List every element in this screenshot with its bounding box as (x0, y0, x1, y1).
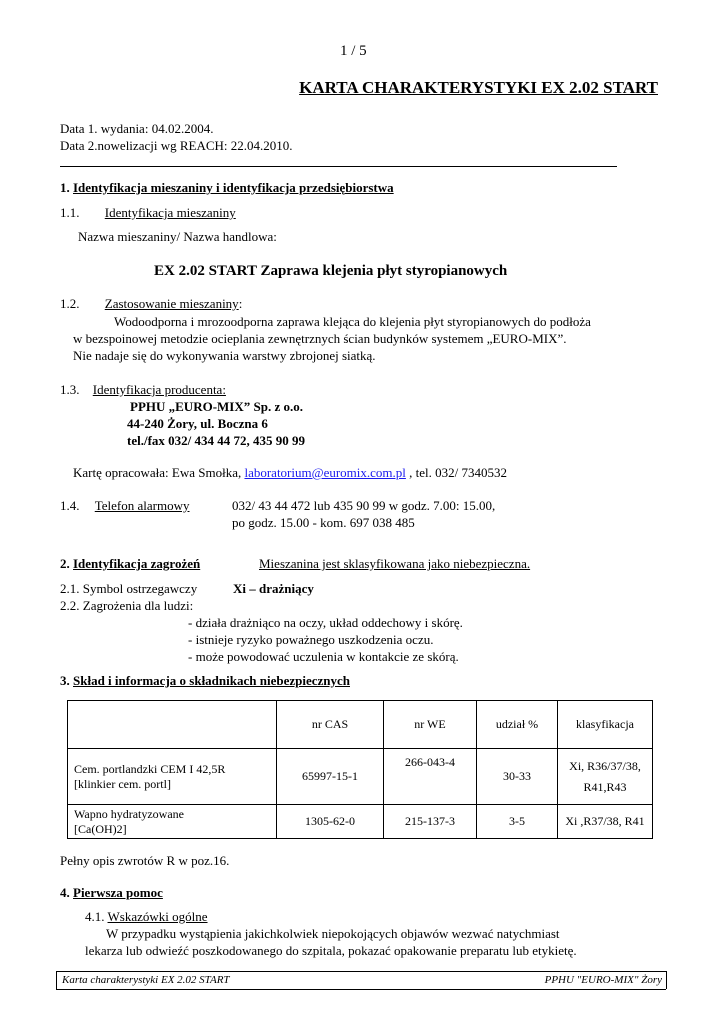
composition-table (67, 700, 653, 839)
subsection-label: Telefon alarmowy (94, 498, 190, 513)
table-row (68, 805, 653, 839)
hazard-line-1: - działa drażniąco na oczy, układ oddechowy i skórę. (188, 615, 463, 630)
producer-phone: tel./fax 032/ 434 44 72, 435 90 99 (127, 433, 306, 448)
cas-number: 1305-62-0 (277, 805, 384, 839)
page-number (340, 42, 367, 60)
hazard-line-2: - istnieje ryzyko poważnego uszkodzenia oczu. (188, 632, 434, 647)
section-title: Identyfikacja zagrożeń (73, 556, 201, 571)
emergency-line-2: po godz. 15.00 - kom. 697 038 485 (232, 515, 415, 530)
section-4-heading (60, 885, 163, 901)
first-aid-line-2: lekarza lub odwieźć poszkodowanego do szpitala, pokazać opakowanie preparatu lub etykietę. (85, 943, 577, 958)
prepared-by-label: Kartę opracowała: Ewa Smołka, (73, 465, 245, 480)
usage-line-1: Wodoodporna i mrozoodporna zaprawa klejąca do klejenia płyt styropianowych do podłoża (114, 314, 591, 329)
human-hazards-label: 2.2. Zagrożenia dla ludzi: (60, 598, 194, 613)
table-header-row (68, 701, 653, 749)
subsection-number: 4.1. (85, 909, 105, 924)
section-title: Pierwsza pomoc (73, 885, 163, 900)
section-3-heading (60, 673, 350, 689)
column-header: nr CAS (277, 701, 384, 749)
footer-left-text: Karta charakterystyki EX 2.02 START (62, 974, 230, 986)
component-name-line: [Ca(OH)2] (74, 821, 127, 836)
subsection-label: Identyfikacja mieszaniny (104, 205, 236, 220)
producer-address: 44-240 Żory, ul. Boczna 6 (127, 416, 268, 431)
first-aid-line-1: W przypadku wystąpienia jakichkolwiek niepokojących objawów wezwać natychmiast (106, 926, 560, 941)
page-total: / 5 (351, 43, 367, 59)
subsection-1-3 (60, 382, 226, 398)
subsection-4-1 (85, 909, 208, 925)
subsection-label: Wskazówki ogólne (107, 909, 208, 924)
subsection-1-1 (60, 205, 236, 221)
header-divider (60, 166, 617, 167)
component-name (68, 805, 277, 839)
column-header (68, 701, 277, 749)
product-name: EX 2.02 START Zaprawa klejenia płyt styropianowych (154, 263, 508, 279)
section-number: 2. (60, 556, 70, 571)
table-row (68, 749, 653, 805)
subsection-number: 1.1. (60, 205, 80, 220)
trade-name-label: Nazwa mieszaniny/ Nazwa handlowa: (78, 229, 277, 244)
cas-number: 65997-15-1 (277, 749, 384, 805)
share-percent: 3-5 (477, 805, 558, 839)
prepared-by-phone: , tel. 032/ 7340532 (405, 465, 508, 480)
we-number: 266-043-4 (384, 749, 477, 805)
document-title: KARTA CHARAKTERYSTYKI EX 2.02 START (299, 78, 658, 97)
classification-line: Xi, R36/37/38, (569, 758, 641, 773)
usage-line-3: Nie nadaje się do wykonywania warstwy zbrojonej siatką. (73, 348, 376, 363)
classification (558, 749, 653, 805)
column-header: klasyfikacja (558, 701, 653, 749)
hazard-line-3: - może powodować uczulenia w kontakcie ze skórą. (188, 649, 459, 664)
subsection-colon: : (238, 296, 243, 311)
producer-name: PPHU „EURO-MIX” Sp. z o.o. (130, 399, 303, 414)
footer-left-border (56, 971, 57, 989)
subsection-label: Zastosowanie mieszaniny (104, 296, 239, 311)
column-header: nr WE (384, 701, 477, 749)
subsection-1-4 (60, 498, 190, 514)
component-name-line: Cem. portlandzki CEM I 42,5R (74, 761, 226, 776)
share-percent: 30-33 (477, 749, 558, 805)
emergency-line-1: 032/ 43 44 472 lub 435 90 99 w godz. 7.00: 15.00, (232, 498, 496, 513)
component-name-line: Wapno hydratyzowane (74, 806, 184, 821)
reach-update-date: Data 2.nowelizacji wg REACH: 22.04.2010. (60, 138, 293, 153)
subsection-label: Identyfikacja producenta: (92, 382, 226, 397)
section-title: Identyfikacja mieszaniny i identyfikacja przedsiębiorstwa (73, 180, 394, 195)
footer-right-text: PPHU "EURO-MIX" Żory (544, 974, 662, 986)
section-number: 3. (60, 673, 70, 688)
usage-line-2: w bezspoinowej metodzie ocieplania zewnętrznych ścian budynków systemem „EURO-MIX”. (73, 331, 567, 346)
section-number: 4. (60, 885, 70, 900)
first-edition-date: Data 1. wydania: 04.02.2004. (60, 121, 214, 136)
classification-line: Xi ,R37/38, R41 (565, 814, 645, 828)
prepared-by (73, 465, 507, 481)
page-current: 1 (340, 43, 348, 59)
subsection-number: 1.4. (60, 498, 80, 513)
column-header: udział % (477, 701, 558, 749)
r-phrases-note: Pełny opis zwrotów R w poz.16. (60, 853, 230, 868)
warning-symbol-label: 2.1. Symbol ostrzegawczy (60, 581, 198, 596)
email-link[interactable]: laboratorium@euromix.com.pl (244, 465, 406, 480)
component-name-line: [klinkier cem. portl] (74, 776, 171, 791)
we-number: 215-137-3 (384, 805, 477, 839)
section-number: 1. (60, 180, 70, 195)
footer-right-border (666, 971, 667, 989)
classification-line: R41,R43 (583, 779, 627, 794)
section-1-heading (60, 180, 394, 196)
subsection-number: 1.2. (60, 296, 80, 311)
warning-symbol-value: Xi – drażniący (233, 581, 314, 596)
classification-statement: Mieszanina jest sklasyfikowana jako niebezpieczna. (259, 556, 531, 571)
classification (558, 805, 653, 839)
section-title: Skład i informacja o składnikach niebezpiecznych (73, 673, 350, 688)
section-2-heading (60, 556, 200, 572)
subsection-number: 1.3. (60, 382, 80, 397)
subsection-1-2 (60, 296, 242, 312)
footer-top-border (56, 971, 666, 972)
footer-bottom-border (56, 989, 666, 990)
component-name (68, 749, 277, 805)
